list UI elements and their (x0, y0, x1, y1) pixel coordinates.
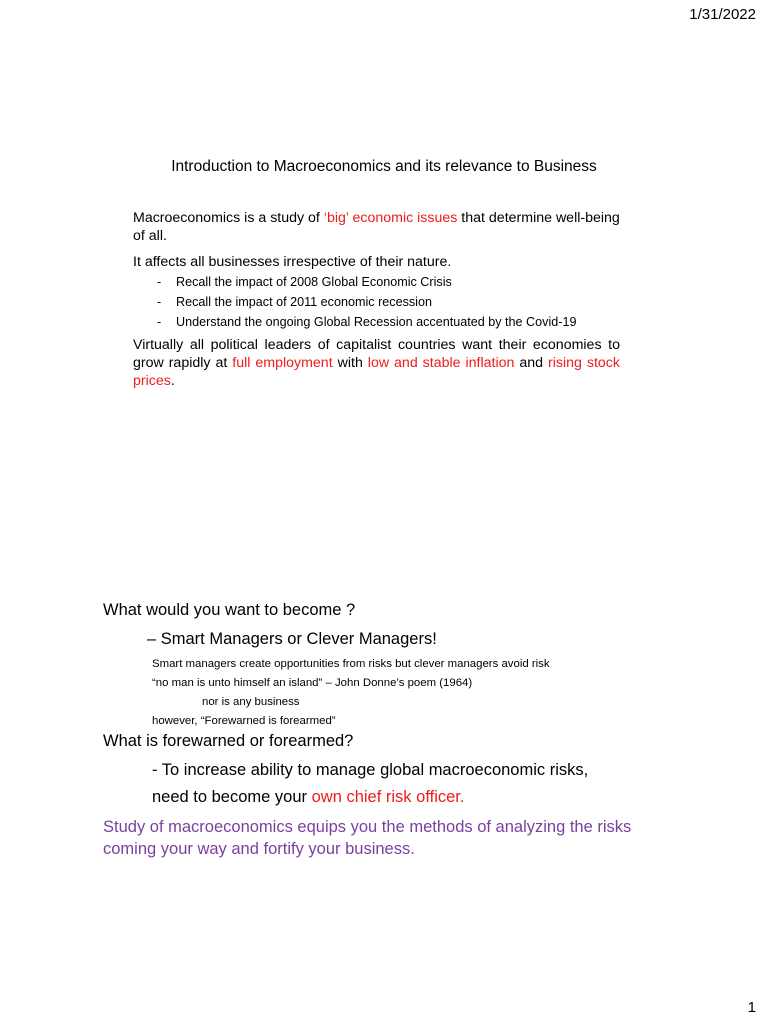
bullet-dash: - (157, 295, 162, 309)
leaders-text-2: with (332, 355, 368, 371)
definition-text-start: Macroeconomics is a study of (133, 210, 324, 226)
list-item-text: Recall the impact of 2008 Global Economic Crisis (176, 275, 452, 289)
list-item (157, 292, 576, 312)
note-line: nor is any business (202, 696, 300, 708)
bullet-dash: - (157, 275, 162, 289)
bullet-dash: - (157, 315, 162, 329)
leaders-text-3: and (514, 355, 549, 371)
leaders-text-1: Virtually all political leaders of capitalist countries want their economies to grow rapidly at (133, 337, 620, 371)
question-become: What would you want to become ? (103, 601, 356, 619)
definition-text-end: that determine well-being of all. (133, 210, 620, 244)
answer-officer-line (152, 788, 464, 807)
note-line: however, “Forewarned is forearmed” (152, 715, 336, 727)
list-item-text: Understand the ongoing Global Recession accentuated by the Covid-19 (176, 315, 577, 329)
officer-highlight: own chief risk officer. (311, 788, 465, 806)
definition-paragraph (133, 209, 620, 245)
highlight-inflation: low and stable inflation (367, 355, 515, 371)
officer-text: need to become your (152, 788, 312, 806)
highlight-stock-prices: rising stock prices (133, 355, 620, 389)
page-number: 1 (747, 999, 756, 1016)
highlight-full-employment: full employment (232, 355, 333, 371)
leaders-text-4: . (170, 373, 175, 389)
answer-managers: – Smart Managers or Clever Managers! (147, 630, 437, 648)
list-item (157, 312, 576, 332)
answer-risk-line: - To increase ability to manage global macroeconomic risks, (152, 761, 589, 779)
question-forewarned: What is forewarned or forearmed? (103, 732, 354, 750)
note-line: “no man is unto himself an island” – John Donne’s poem (1964) (152, 677, 473, 689)
note-line: Smart managers create opportunities from risks but clever managers avoid risk (152, 658, 550, 670)
slide-title: Introduction to Macroeconomics and its relevance to Business (171, 158, 597, 175)
page-date: 1/31/2022 (689, 6, 756, 23)
definition-highlight: ‘big’ economic issues (323, 210, 458, 226)
notes-block (152, 655, 550, 731)
leaders-paragraph (133, 336, 620, 390)
list-item (157, 272, 576, 292)
list-item-text: Recall the impact of 2011 economic recession (176, 295, 432, 309)
effects-paragraph: It affects all businesses irrespective of their nature. (133, 254, 452, 270)
conclusion-paragraph: Study of macroeconomics equips you the methods of analyzing the risks coming your way and fortify your business. (103, 818, 632, 858)
bullet-list (157, 272, 576, 332)
